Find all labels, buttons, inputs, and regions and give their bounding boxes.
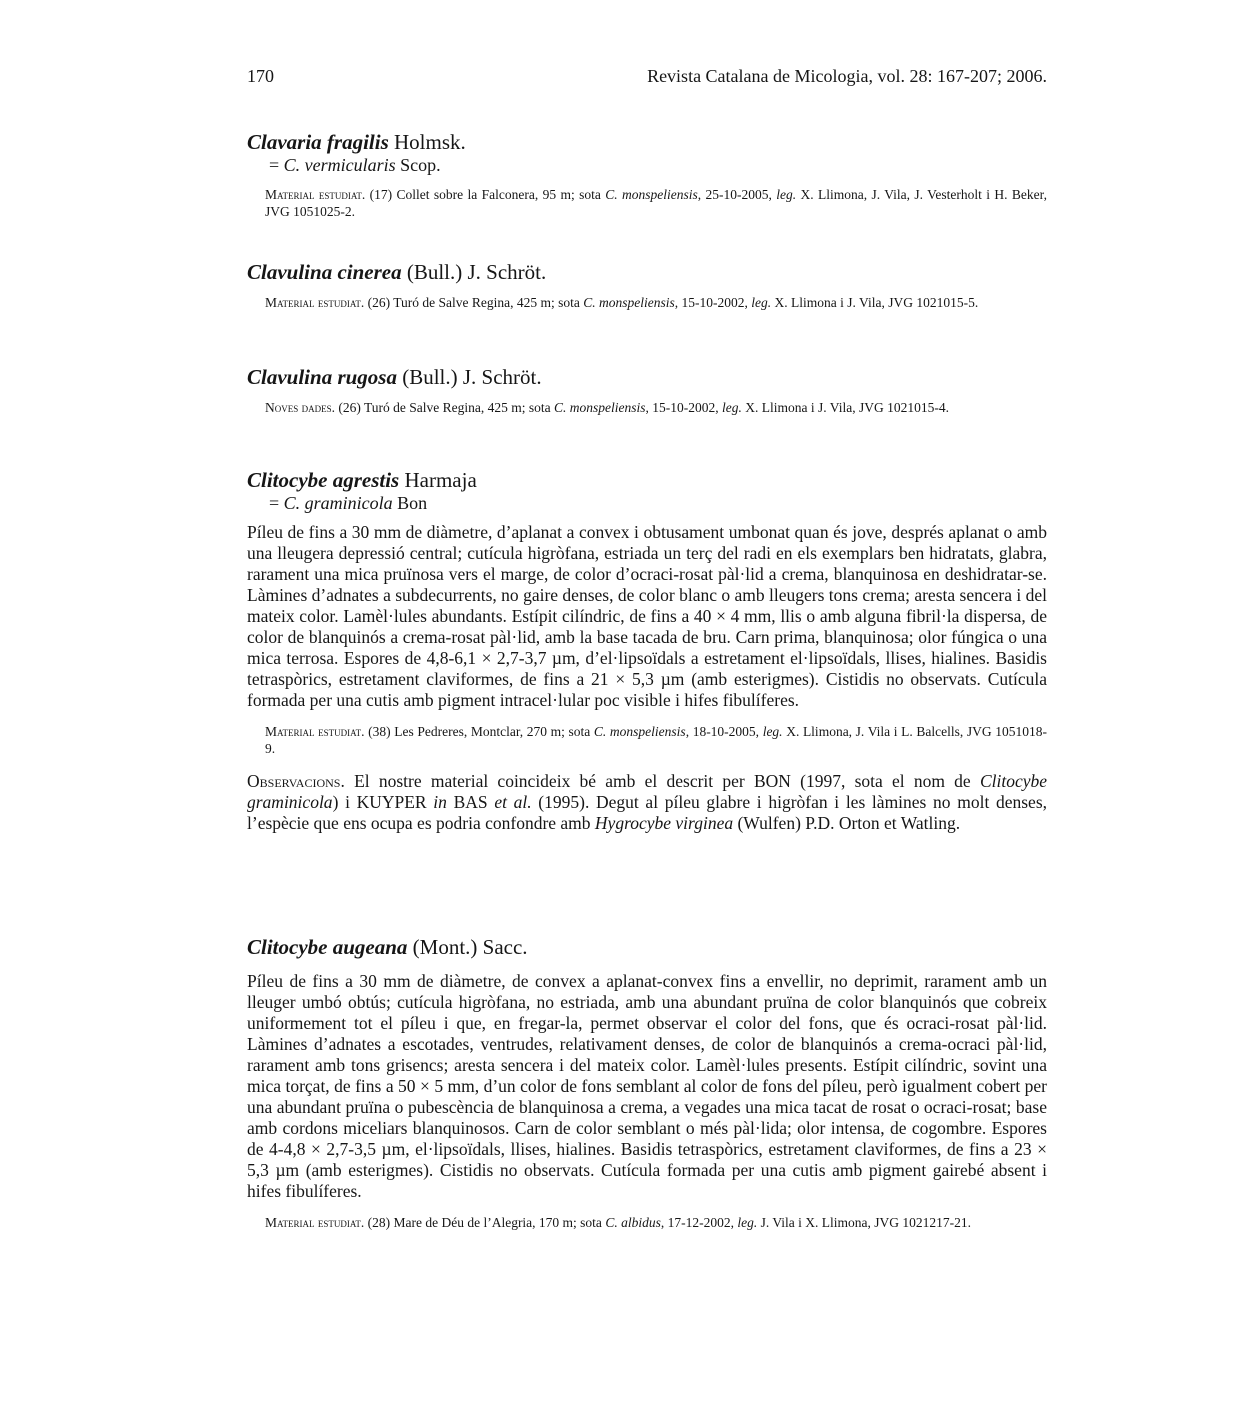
material-label: Material estudiat. bbox=[265, 724, 365, 739]
entry-clitocybe-agrestis bbox=[247, 468, 1047, 834]
observations-label: Observacions. bbox=[247, 771, 345, 791]
taxon-name: Hygrocybe virginea bbox=[594, 813, 734, 833]
material-label: Noves dades. bbox=[265, 400, 336, 415]
page-number: 170 bbox=[247, 66, 274, 86]
entry-clavulina-rugosa bbox=[247, 365, 1047, 416]
material-text: (28) Mare de Déu de l’Alegria, 170 m; sota bbox=[364, 1215, 606, 1230]
host-name: C. monspeliensis bbox=[554, 400, 646, 415]
species-name: Clavaria fragilis bbox=[247, 130, 389, 154]
species-author: (Bull.) J. Schröt. bbox=[401, 260, 547, 284]
material-text: X. Llimona i J. Vila, JVG 1021015-5. bbox=[771, 295, 979, 310]
material-studied bbox=[247, 294, 1047, 311]
material-text: (38) Les Pedreres, Montclar, 270 m; sota bbox=[364, 724, 594, 739]
species-title bbox=[247, 130, 1047, 154]
species-name: Clitocybe augeana bbox=[247, 935, 408, 959]
host-name: C. albidus bbox=[605, 1215, 661, 1230]
observations-text: (1995). Degut al píleu glabre i higròfan i les làmines no molt denses, l’espècie que ens ocupa es podria confondre amb bbox=[247, 792, 1048, 833]
leg-abbrev: leg. bbox=[762, 724, 783, 739]
species-description: Píleu de fins a 30 mm de diàmetre, de convex a aplanat-convex fins a envellir, no deprimit, rarament amb un lleuger umbó obtús; cutícula higròfana, no estriada, amb una abundant pruïna de color blanquinós que cobreix uniformement tot el píleu i que, en fregar-la, permet observar el color del fons, que és ocraci-rosat pàl·lid. Làmines d’adnates a escotades, ventrudes, relativament denses, de color de blanquinós a crema-ocraci pàl·lid, rarament amb tons grisencs; aresta sencera i del mateix color. Lamèl·lules presents. Estípit cilíndric, sovint una mica torçat, de fins a 50 × 5 mm, d’un color de fons semblant al color de fons del píleu, però igualment cobert per una abundant pruïna o pubescència de blanquinosa a crema, a vegades una mica tacat de rosat o ocraci-rosat; base amb cordons miceliars blanquinosos. Carn de color semblant o més pàl·lida; olor intensa, de cogombre. Espores de 4-4,8 × 2,7-3,5 µm, el·lipsoïdals, llises, hialines. Basidis tetraspòrics, estretament claviformes, de fins a 23 × 5,3 µm (amb esterigmes). Cistidis no observats. Cutícula formada per una cutis amb pigment gairebé absent i hifes fibulíferes. bbox=[247, 971, 1047, 1201]
species-title bbox=[247, 365, 1047, 389]
leg-abbrev: leg. bbox=[737, 1215, 758, 1230]
material-label: Material estudiat. bbox=[265, 295, 365, 310]
leg-abbrev: leg. bbox=[776, 187, 797, 202]
species-name: Clitocybe agrestis bbox=[247, 468, 400, 492]
material-text: X. Llimona, J. Vila i L. Balcells, JVG 1051018-9. bbox=[265, 724, 1047, 756]
observations-text: BAS bbox=[446, 792, 495, 812]
observations bbox=[247, 771, 1047, 834]
material-studied bbox=[247, 1214, 1047, 1231]
new-data bbox=[247, 399, 1047, 416]
running-header bbox=[247, 66, 1047, 90]
material-text: X. Llimona, J. Vila, J. Vesterholt i H. Beker, JVG 1051025-2. bbox=[265, 187, 1047, 219]
material-text: (26) Turó de Salve Regina, 425 m; sota bbox=[335, 400, 555, 415]
entry-clavulina-cinerea bbox=[247, 260, 1047, 311]
species-title bbox=[247, 260, 1047, 284]
synonym-name: C. vermicularis bbox=[283, 155, 396, 175]
synonym-prefix: = bbox=[269, 493, 284, 513]
synonym-author: Bon bbox=[392, 493, 428, 513]
synonym bbox=[247, 154, 1047, 176]
species-author: (Mont.) Sacc. bbox=[407, 935, 528, 959]
leg-abbrev: leg. bbox=[751, 295, 772, 310]
material-label: Material estudiat. bbox=[265, 1215, 365, 1230]
material-text: , 25-10-2005, bbox=[697, 187, 777, 202]
material-label: Material estudiat. bbox=[265, 187, 366, 202]
synonym-author: Scop. bbox=[395, 155, 441, 175]
species-author: Holmsk. bbox=[388, 130, 466, 154]
material-text: , 15-10-2002, bbox=[674, 295, 752, 310]
material-studied bbox=[247, 186, 1047, 220]
material-text: , 18-10-2005, bbox=[685, 724, 763, 739]
material-text: , 17-12-2002, bbox=[660, 1215, 738, 1230]
material-text: (26) Turó de Salve Regina, 425 m; sota bbox=[364, 295, 584, 310]
entry-clavaria-fragilis bbox=[247, 130, 1047, 220]
synonym bbox=[247, 492, 1047, 514]
observations-text: El nostre material coincideix bé amb el descrit per BON (1997, sota el nom de bbox=[344, 771, 980, 791]
material-text: (17) Collet sobre la Falconera, 95 m; sota bbox=[365, 187, 606, 202]
journal-citation: Revista Catalana de Micologia, vol. 28: 167-207; 2006. bbox=[647, 66, 1047, 86]
species-author: (Bull.) J. Schröt. bbox=[396, 365, 542, 389]
in-abbrev: in bbox=[433, 792, 447, 812]
material-text: X. Llimona i J. Vila, JVG 1021015-4. bbox=[741, 400, 949, 415]
host-name: C. monspeliensis bbox=[605, 187, 698, 202]
species-title bbox=[247, 935, 1047, 959]
etal-abbrev: et al. bbox=[494, 792, 532, 812]
host-name: C. monspeliensis bbox=[593, 724, 686, 739]
material-text: , 15-10-2002, bbox=[645, 400, 723, 415]
observations-text: ) i KUYPER bbox=[332, 792, 434, 812]
species-title bbox=[247, 468, 1047, 492]
taxon-name: Clitocybe graminicola bbox=[247, 771, 1047, 812]
entry-clitocybe-augeana bbox=[247, 935, 1047, 1231]
species-description: Píleu de fins a 30 mm de diàmetre, d’aplanat a convex i obtusament umbonat quan és jove, després aplanat o amb una lleugera depressió central; cutícula higròfana, estriada un terç del radi en els exemplars ben hidratats, glabra, rarament una mica pruïnosa vers el marge, de color d’ocraci-rosat pàl·lid a crema, blanquinosa en deshidratar-se. Làmines d’adnates a subdecurrents, no gaire denses, de color blanc o amb lleugers tons crema; aresta sencera i del mateix color. Lamèl·lules abundants. Estípit cilíndric, de fins a 40 × 4 mm, llis o amb alguna fibril·la dispersa, de color de blanquinós a crema-rosat pàl·lid, amb la base tacada de bru. Carn prima, blanquinosa; olor fúngica o una mica terrosa. Espores de 4,8-6,1 × 2,7-3,7 µm, d’el·lipsoïdals a estretament el·lipsoïdals, llises, hialines. Basidis tetraspòrics, estretament claviformes, de fins a 21 × 5,3 µm (amb esterigmes). Cistidis no observats. Cutícula formada per una cutis amb pigment intracel·lular poc visible i hifes fibulíferes. bbox=[247, 522, 1047, 710]
leg-abbrev: leg. bbox=[722, 400, 742, 415]
material-studied bbox=[247, 723, 1047, 757]
synonym-prefix: = bbox=[269, 155, 284, 175]
synonym-name: C. graminicola bbox=[283, 493, 393, 513]
species-author: Harmaja bbox=[399, 468, 477, 492]
material-text: J. Vila i X. Llimona, JVG 1021217-21. bbox=[757, 1215, 972, 1230]
host-name: C. monspeliensis bbox=[583, 295, 675, 310]
species-name: Clavulina cinerea bbox=[247, 260, 402, 284]
observations-text: (Wulfen) P.D. Orton et Watling. bbox=[733, 813, 961, 833]
species-name: Clavulina rugosa bbox=[247, 365, 397, 389]
